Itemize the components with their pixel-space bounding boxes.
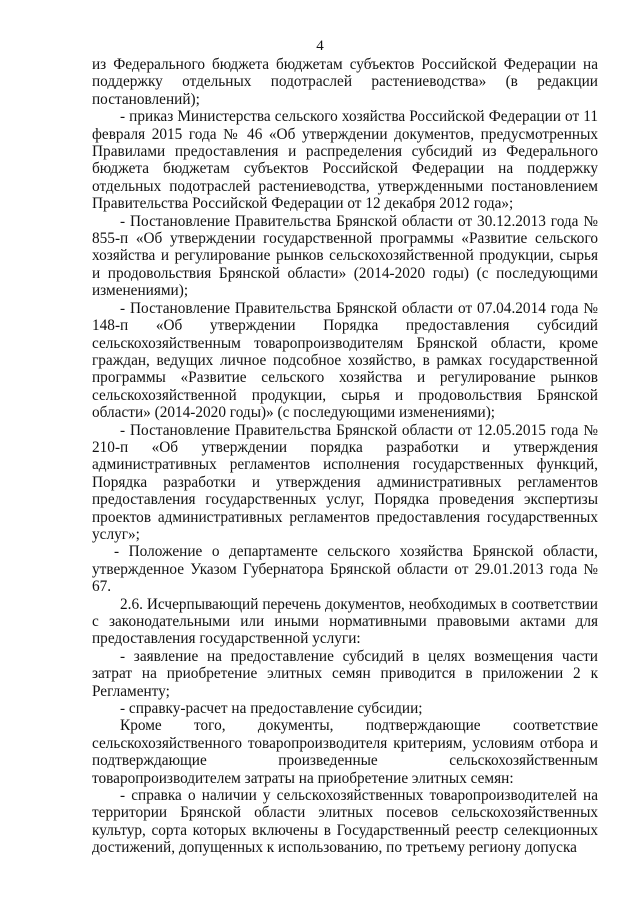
paragraph-ministry-order: - приказ Министерства сельского хозяйства Российской Федерации от 11 февраля 2015 года № 46 «Об утверждении документов, предусмотренных Правилами предоставления и распределения субсидий из Федерального бюджета бюджетам субъектов Российской Федерации на поддержку отдельных подотраслей растениеводства, утвержденными постановлением Правительства Российской Федерации от 12 декабря 2012 года»; <box>92 108 598 213</box>
paragraph-continuation: из Федерального бюджета бюджетам субъектов Российской Федерации на поддержку отдельных подотраслей растениеводства» (в редакции постановлений); <box>92 56 598 108</box>
paragraph-section-2-6: 2.6. Исчерпывающий перечень документов, необходимых в соответствии с законодательными или иными нормативными правовыми актами для предоставления государственной услуги: <box>92 595 598 648</box>
paragraph-resolution-210: - Постановление Правительства Брянской области от 12.05.2015 года № 210-п «Об утверждении порядка разработки и утверждения административных регламентов исполнения государственных функций, Порядка разработки и утверждения административных регламентов предоставления государственных услуг, Порядка проведения экспертизы проектов административных регламентов предоставления государственных услуг»; <box>92 421 598 543</box>
paragraph-department-regulation: - Положение о департаменте сельского хозяйства Брянской области, утвержденное Указом Губернатора Брянской области от 29.01.2013 года № 67. <box>92 543 598 596</box>
paragraph-elite-crops-certificate: - справка о наличии у сельскохозяйственных товаропроизводителей на территории Брянской области элитных посевов сельскохозяйственных культур, сорта которых включены в Государственный реестр селекционных достижений, допущенных к использованию, по третьему региону допуска <box>92 787 598 857</box>
paragraph-resolution-148: - Постановление Правительства Брянской области от 07.04.2014 года № 148-п «Об утверждении Порядка предоставления субсидий сельскохозяйственным товаропроизводителям Брянской области, кроме граждан, ведущих личное подсобное хозяйство, в рамках государственной программы «Развитие сельского хозяйства и регулирование рынков сельскохозяйственной продукции, сырья и продовольствия Брянской области» (2014-2020 годы)» (с последующими изменениями); <box>92 299 598 422</box>
paragraph-application: - заявление на предоставление субсидий в целях возмещения части затрат на приобретение элитных семян приводится в приложении 2 к Регламенту; <box>92 647 598 700</box>
page-number: 4 <box>316 38 324 54</box>
document-body <box>92 56 598 857</box>
paragraph-supporting-documents: Кроме того, документы, подтверждающие соответствие сельскохозяйственного товаропроизводителя критериям, условиям отбора и подтверждающие произведенные сельскохозяйственным товаропроизводителем затраты на приобретение элитных семян: <box>92 717 598 787</box>
paragraph-resolution-855: - Постановление Правительства Брянской области от 30.12.2013 года № 855-п «Об утверждении государственной программы «Развитие сельского хозяйства и регулирование рынков сельскохозяйственной продукции, сырья и продовольствия Брянской области» (2014-2020 годы) (с последующими изменениями); <box>92 212 598 300</box>
paragraph-calculation: - справку-расчет на предоставление субсидии; <box>120 700 423 718</box>
